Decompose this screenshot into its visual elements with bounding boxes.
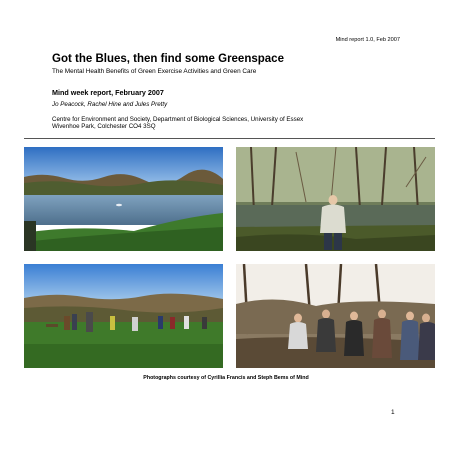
page-number: 1 <box>391 409 395 416</box>
group-walking-field-photo <box>24 264 223 368</box>
affiliation <box>52 116 303 131</box>
affiliation-line-1: Centre for Environment and Society, Department of Biological Sciences, University of Essex <box>52 116 304 123</box>
horizontal-rule <box>24 138 435 139</box>
photo-credit: Photographs courtesy of Cyrillia Francis and Steph Bems of Mind <box>143 375 309 381</box>
authors: Jo Peacock, Rachel Hine and Jules Pretty <box>52 101 168 108</box>
document-subtitle: The Mental Health Benefits of Green Exercise Activities and Green Care <box>52 68 257 75</box>
affiliation-line-2: Wivenhoe Park, Colchester CO4 3SQ <box>52 123 156 131</box>
report-title: Mind week report, February 2007 <box>52 88 164 97</box>
group-woodland-walk-photo <box>236 264 435 368</box>
man-by-pond-photo <box>236 147 435 251</box>
document-title: Got the Blues, then find some Greenspace <box>52 53 284 65</box>
report-reference: Mind report 1.0, Feb 2007 <box>335 37 400 43</box>
lake-landscape-photo <box>24 147 223 251</box>
